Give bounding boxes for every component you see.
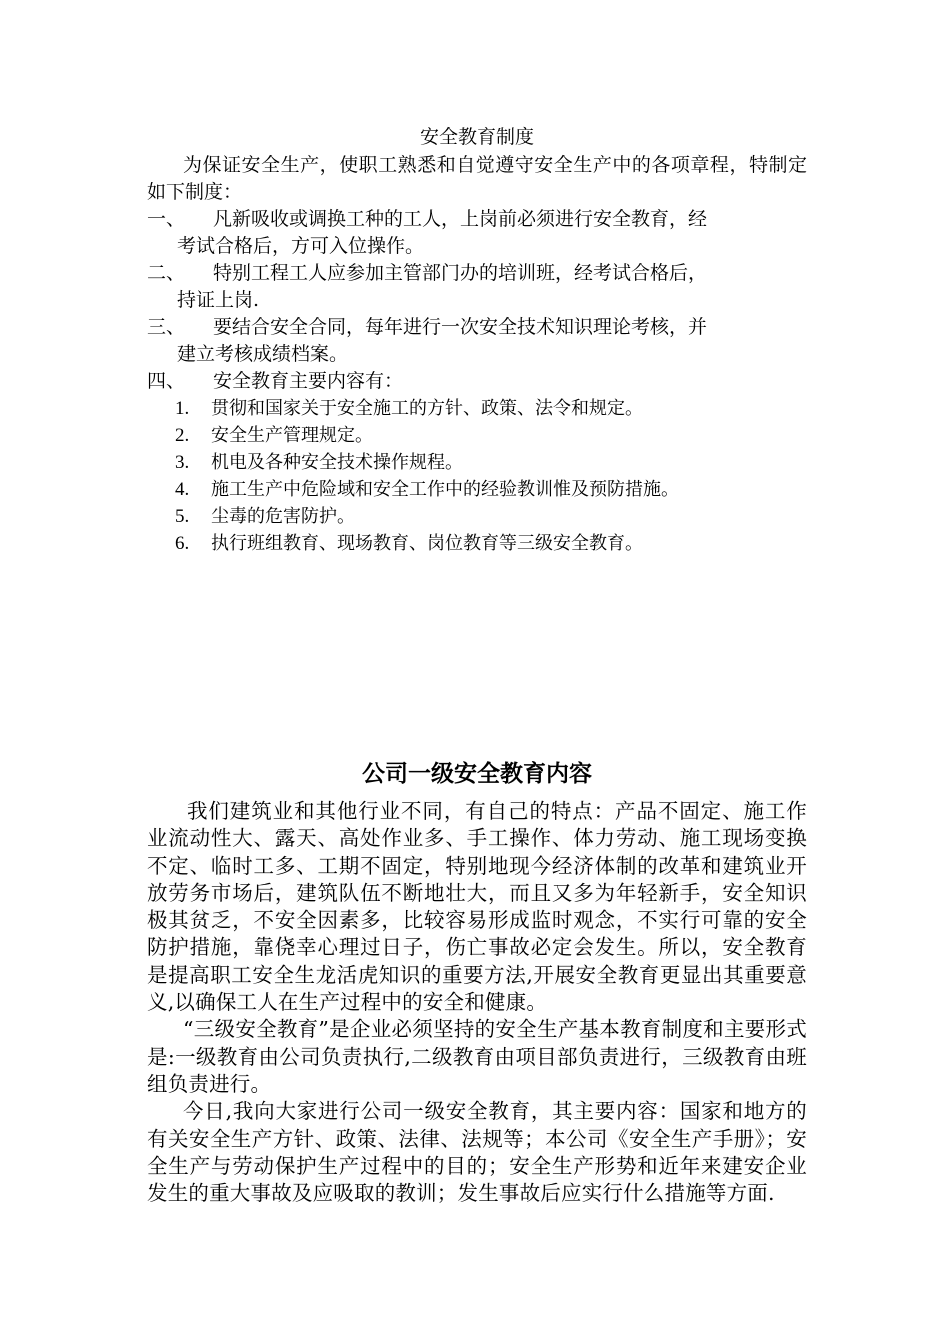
list-item-text: 机电及各种安全技术操作规程。 [211,452,463,473]
rule-text: 要结合安全合同，每年进行一次安全技术知识理论考核，并 [213,316,708,338]
rule-text: 安全教育主要内容有： [213,370,404,392]
rule-number: 四、 [147,370,186,392]
list-item [147,503,807,530]
list-item [147,422,807,449]
list-item-text: 尘毒的危害防护。 [211,506,355,527]
rule-number: 一、 [147,208,186,230]
rule-text-continued: 持证上岗. [177,289,260,311]
doc2-paragraph-3: 今日,我向大家进行公司一级安全教育，其主要内容：国家和地方的有关安全生产方针、政策、法律、法规等；本公司《安全生产手册》；安全生产与劳动保护生产过程中的目的；安全生产形势和近年来建安企业发生的重大事故及应吸取的教训；发生事故后应实行什么措施等方面. [147,1099,807,1206]
safety-education-rules [147,124,807,557]
rule-text: 特别工程工人应参加主管部门办的培训班，经考试合格后， [213,262,708,284]
doc2-paragraph-1: 我们建筑业和其他行业不同，有自己的特点：产品不固定、施工作业流动性大、露天、高处作业多、手工操作、体力劳动、施工现场变换不定、临时工多、工期不固定，特别地现今经济体制的改革和建筑业开放劳务市场后，建筑队伍不断地壮大，而且又多为年轻新手，安全知识极其贫乏，不安全因素多，比较容易形成监时观念，不实行可靠的安全防护措施，靠侥幸心理过日子，伤亡事故必定会发生。所以，安全教育是提高职工安全生龙活虎知识的重要方法,开展安全教育更显出其重要意义,以确保工人在生产过程中的安全和健康。 [147,799,807,1015]
content-list [147,395,807,557]
list-item-number: 2. [175,425,190,446]
list-item-number: 4. [175,479,190,500]
list-item-text: 施工生产中危险域和安全工作中的经验教训惟及预防措施。 [211,479,679,500]
doc1-title: 安全教育制度 [419,126,534,148]
list-item [147,476,807,503]
company-level-education [147,758,807,1207]
list-item [147,530,807,557]
rule-item [147,368,807,395]
rule-item [147,314,807,368]
list-item-text: 执行班组教育、现场教育、岗位教育等三级安全教育。 [211,533,643,554]
doc2-title: 公司一级安全教育内容 [362,761,592,787]
list-item-text: 安全生产管理规定。 [211,425,373,446]
doc2-paragraph-2: “三级安全教育”是企业必须坚持的安全生产基本教育制度和主要形式是:一级教育由公司负责执行,二级教育由项目部负责进行，三级教育由班组负责进行。 [147,1017,807,1096]
rule-number: 二、 [147,262,186,284]
rule-item [147,260,807,314]
list-item-number: 6. [175,533,190,554]
rule-text-continued: 考试合格后，方可入位操作。 [177,235,425,257]
list-item-number: 1. [175,398,190,419]
list-item [147,395,807,422]
list-item-number: 3. [175,452,190,473]
list-item-number: 5. [175,506,190,527]
list-item [147,449,807,476]
rule-text: 凡新吸收或调换工种的工人，上岗前必须进行安全教育，经 [213,208,708,230]
rule-number: 三、 [147,316,186,338]
rule-item [147,206,807,260]
doc1-intro: 为保证安全生产，使职工熟悉和自觉遵守安全生产中的各项章程，特制定如下制度： [147,154,807,203]
list-item-text: 贯彻和国家关于安全施工的方针、政策、法令和规定。 [211,398,643,419]
rule-text-continued: 建立考核成绩档案。 [177,343,349,365]
